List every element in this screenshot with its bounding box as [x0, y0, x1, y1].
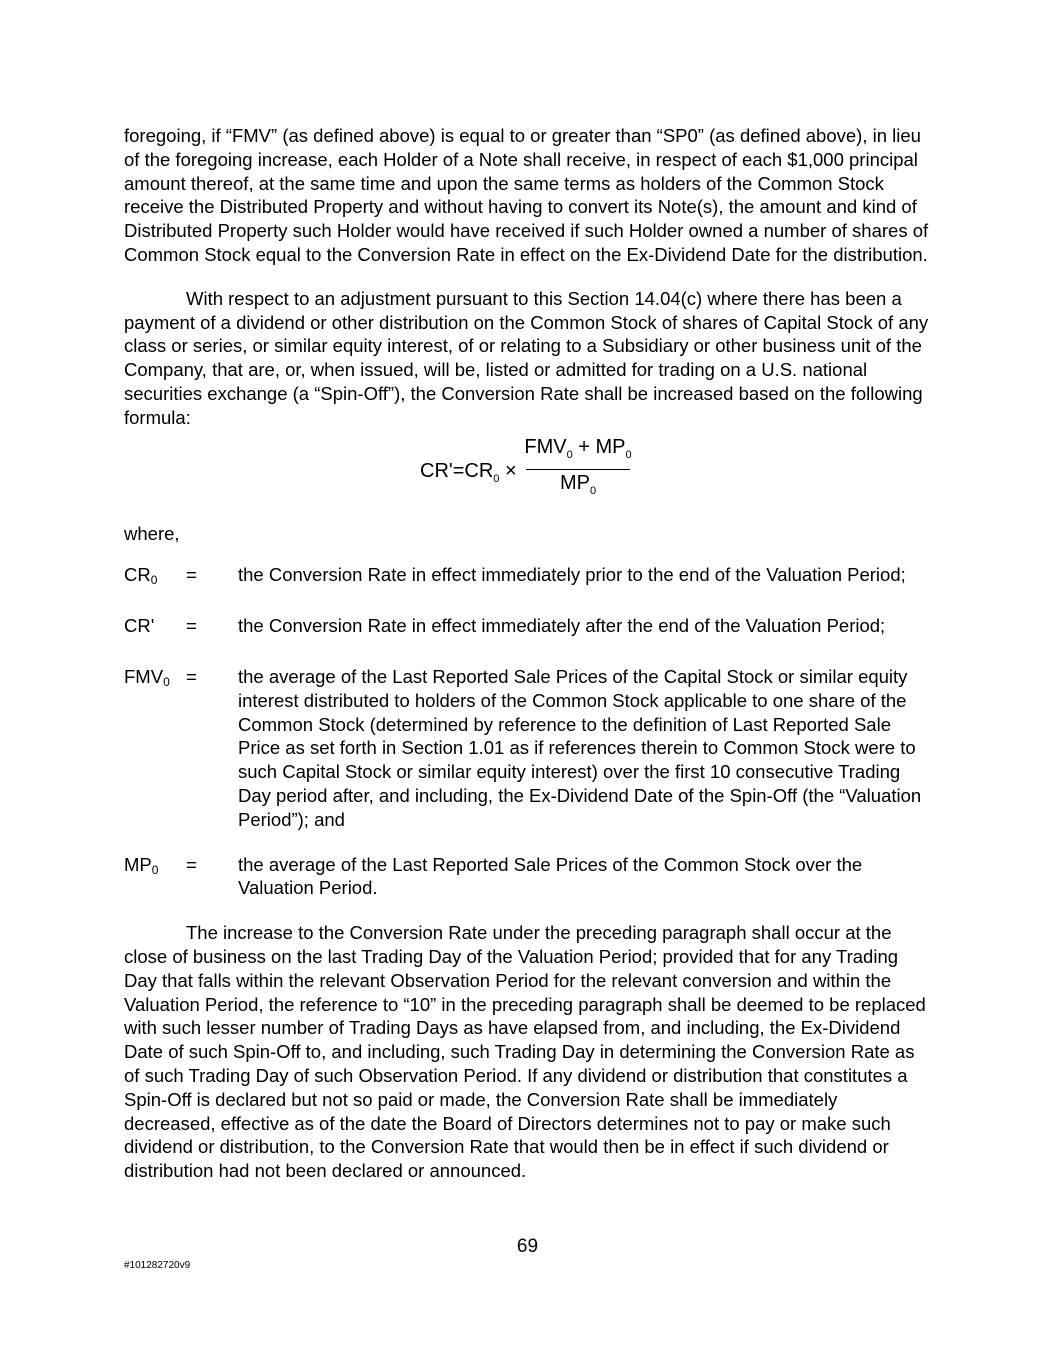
- definition-term: $MP_0$: [124, 853, 159, 877]
- definition-fmv0: [124, 665, 932, 832]
- page-number: 69: [516, 1236, 539, 1257]
- formula-cr-prime: CR': [420, 459, 453, 482]
- formula-denominator: [524, 470, 632, 504]
- formula-equals: =: [452, 459, 465, 482]
- formula-numerator: [524, 436, 632, 470]
- definition-term: $FMV_0$: [124, 665, 170, 689]
- paragraph-continuation: foregoing, if “FMV” (as defined above) is equal to or greater than “SP0” (as defined above), in lieu of the foregoing increase, each Holder of a Note shall receive, in respect of each $1,000 principal amount thereof, at the same time and upon the same terms as holders of the Common Stock receive the Distributed Property and without having to convert its Note(s), the amount and kind of Distributed Property such Holder would have received if such Holder owned a number of shares of Common Stock equal to the Conversion Rate in effect on the Ex-Dividend Date for the distribution.: [124, 125, 929, 265]
- formula-cr-subscript: 0: [493, 472, 500, 485]
- document-body: [124, 124, 932, 1183]
- definition-cr0: [124, 563, 932, 593]
- definition-equals: =: [186, 564, 197, 586]
- definition-text: the Conversion Rate in effect immediately prior to the end of the Valuation Period;: [238, 564, 906, 586]
- definition-equals: =: [186, 665, 197, 687]
- definition-cr-prime: [124, 614, 932, 644]
- definition-text: the average of the Last Reported Sale Prices of the Common Stock over the Valuation Period.: [238, 853, 863, 899]
- paragraph-spin-off-adjustment: With respect to an adjustment pursuant to this Section 14.04(c) where there has been a payment of a dividend or other distribution on the Common Stock of shares of Capital Stock of any class or series, or similar equity interest, of or relating to a Subsidiary or other business unit of the Company, that are, or, when issued, will be, listed or admitted for trading on a U.S. national securities exchange (a “Spin-Off”), the Conversion Rate shall be increased based on the following formula:: [124, 287, 929, 428]
- definition-term: $CR_0$: [124, 564, 158, 588]
- numerator-plus: +: [578, 435, 590, 458]
- numerator-mp-subscript: 0: [625, 448, 632, 461]
- formula-fraction: [524, 436, 632, 505]
- definition-term: CR': [124, 615, 155, 637]
- numerator-fmv-subscript: 0: [566, 448, 573, 461]
- definition-equals: =: [186, 853, 197, 875]
- paragraph-increase-timing: The increase to the Conversion Rate under the preceding paragraph shall occur at the close of business on the last Trading Day of the Valuation Period; provided that for any Trading Day that falls within the relevant Observation Period for the relevant conversion and within the Valuation Period, the reference to “10” in the preceding paragraph shall be deemed to be replaced with such lesser number of Trading Days as have elapsed from, and including, the Ex-Dividend Date of such Spin-Off to, and including, such Trading Day in determining the Conversion Rate as of such Trading Day of such Observation Period. If any dividend or distribution that constitutes a Spin-Off is declared but not so paid or made, the Conversion Rate shall be immediately decreased, effective as of the date the Board of Directors determines not to pay or make such dividend or distribution, to the Conversion Rate that would then be in effect if such dividend or distribution had not been declared or announced.: [124, 922, 926, 1182]
- where-label: where,: [124, 522, 180, 544]
- formula-lhs: [420, 460, 517, 492]
- definition-mp0: [124, 853, 932, 901]
- numerator-fmv: FMV: [524, 435, 567, 458]
- definition-equals: =: [186, 615, 197, 637]
- formula-cr: CR: [464, 459, 494, 482]
- definition-text: the average of the Last Reported Sale Prices of the Capital Stock or similar equity interest distributed to holders of the Common Stock applicable to one share of the Common Stock (determined by reference to the definition of Last Reported Sale Price as set forth in Section 1.01 as if references therein to Common Stock were to such Capital Stock or similar equity interest) over the first 10 consecutive Trading Day period after, and including, the Ex-Dividend Date of the Spin-Off (the “Valuation Period”); and: [238, 665, 922, 830]
- denominator-mp-subscript: 0: [589, 485, 597, 498]
- definition-text: the Conversion Rate in effect immediately after the end of the Valuation Period;: [238, 615, 886, 637]
- formula-times: ×: [504, 459, 517, 482]
- numerator-mp: MP: [595, 435, 626, 458]
- denominator-mp: MP: [559, 472, 590, 495]
- conversion-rate-formula: [124, 436, 932, 506]
- document-id: #101282720v9: [124, 1260, 191, 1271]
